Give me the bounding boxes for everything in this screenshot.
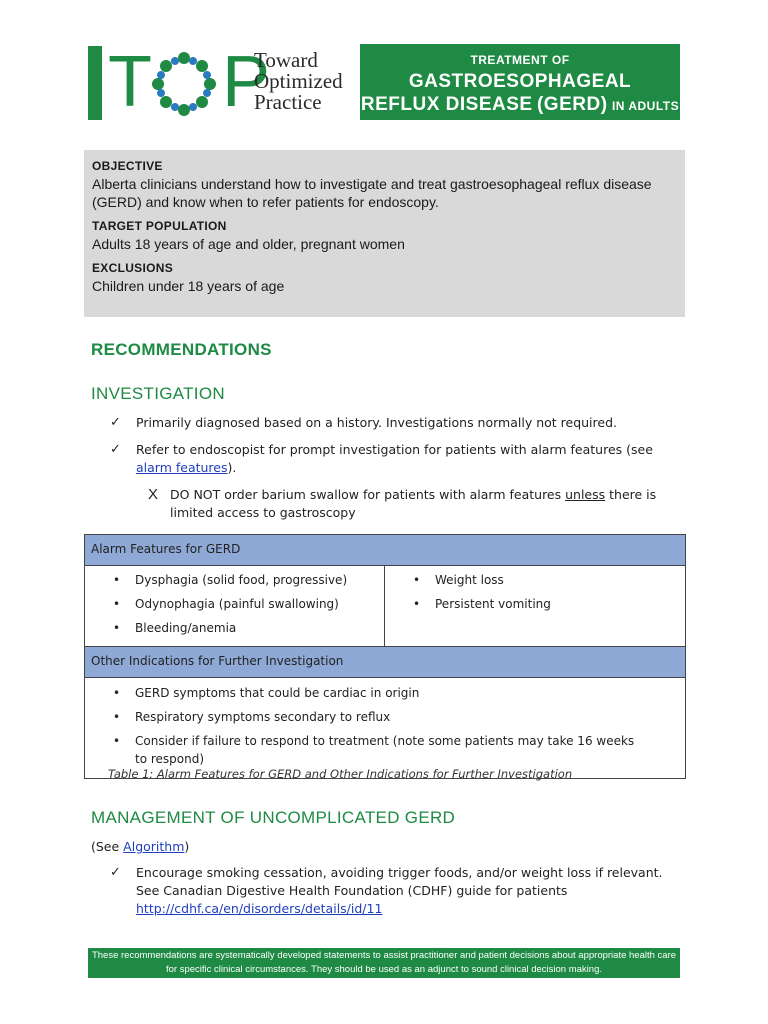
table-header-other: Other Indications for Further Investigation	[85, 647, 685, 678]
recommendations-heading: RECOMMENDATIONS	[91, 340, 272, 359]
algorithm-link[interactable]: Algorithm	[123, 839, 185, 854]
objective-box	[84, 150, 685, 317]
table-header-alarm: Alarm Features for GERD	[85, 535, 685, 566]
title-subtitle: Clinical Practice Guideline | January 2009	[388, 123, 652, 138]
guideline-title-box	[360, 44, 680, 138]
top-logo	[88, 44, 350, 120]
exclusions-text: Children under 18 years of age	[92, 278, 285, 294]
logo-line-2: Optimized	[254, 69, 343, 93]
title-main-2a: REFLUX DISEASE	[360, 94, 533, 115]
title-main-2b: (GERD)	[536, 94, 608, 115]
population-text: Adults 18 years of age and older, pregnant women	[92, 236, 405, 252]
list-item-text-end: ).	[227, 460, 237, 475]
management-list	[110, 864, 670, 927]
management-heading: MANAGEMENT OF UNCOMPLICATED GERD	[91, 808, 456, 827]
table-row	[85, 678, 685, 778]
x-item-text	[148, 486, 688, 522]
alarm-right-column	[385, 566, 685, 646]
x-item-underlined: unless	[565, 487, 606, 502]
people-ring-icon	[150, 50, 218, 118]
x-item	[148, 486, 688, 522]
cdhf-link[interactable]: http://cdhf.ca/en/disorders/details/id/11	[136, 901, 383, 916]
list-item	[110, 864, 670, 918]
list-item	[110, 414, 670, 432]
checkmark-icon: ✓	[110, 442, 121, 457]
population-heading: TARGET POPULATION	[92, 219, 227, 233]
objective-heading: OBJECTIVE	[92, 159, 163, 173]
title-main-1: GASTROESOPHAGEAL	[408, 71, 632, 92]
exclusions-heading: EXCLUSIONS	[92, 261, 174, 275]
alarm-left-column	[85, 566, 385, 646]
logo-wordmark	[254, 50, 343, 113]
footer-disclaimer: These recommendations are systematically developed statements to assist practitioner and patient decisions about appropriate health care for specific clinical circumstances. They should be used as an adjunct to sound clinical decision making.	[88, 948, 680, 978]
list-item	[110, 441, 670, 477]
see-after: )	[184, 839, 190, 854]
logo-letter-p: P	[222, 42, 271, 122]
logo-line-1: Toward	[254, 48, 318, 72]
objective-text: Alberta clinicians understand how to investigate and treat gastroesophageal reflux disease (GERD) and know when to refer patients for endoscopy.	[92, 176, 652, 210]
list-item-text: Refer to endoscopist for prompt investigation for patients with alarm features (see	[136, 442, 653, 457]
table-bullet-item: • Consider if failure to respond to treatment (note some patients may take 16 weeks to respond)	[85, 732, 685, 768]
table-bullet-item: • Odynophagia (painful swallowing)	[85, 595, 384, 613]
x-item-text-before: DO NOT order barium swallow for patients with alarm features	[170, 487, 566, 502]
title-line-1	[360, 48, 680, 93]
table-bullet-item: • Dysphagia (solid food, progressive)	[85, 571, 384, 589]
alarm-features-table	[84, 534, 686, 779]
table-bullet-item: • GERD symptoms that could be cardiac in origin	[85, 684, 685, 702]
logo-bar	[88, 46, 102, 120]
logo-letter-t: T	[108, 42, 152, 122]
alarm-features-link[interactable]: alarm features	[136, 460, 228, 475]
table-bullet-item: • Respiratory symptoms secondary to reflux	[85, 708, 685, 726]
title-line-2	[360, 93, 680, 118]
table-bullet-item: • Bleeding/anemia	[85, 619, 384, 637]
logo-line-3: Practice	[254, 90, 322, 114]
x-mark-icon: X	[148, 486, 159, 503]
list-item-text: Encourage smoking cessation, avoiding trigger foods, and/or weight loss if relevant. See Canadian Digestive Health Foundation (CDHF) guide for patients	[136, 865, 663, 898]
table-bullet-item: • Weight loss	[385, 571, 685, 589]
x-item-text-after: there is limited access to gastroscopy	[170, 487, 657, 520]
table-row	[85, 566, 685, 647]
list-item-text: Primarily diagnosed based on a history. Investigations normally not required.	[136, 415, 617, 430]
title-pre: TREATMENT OF	[470, 53, 570, 67]
table-caption: Table 1: Alarm Features for GERD and Other Indications for Further Investigation	[108, 767, 573, 781]
table-bullet-item: • Persistent vomiting	[385, 595, 685, 613]
checkmark-icon: ✓	[110, 865, 121, 880]
see-before: (See	[91, 839, 124, 854]
investigation-heading: INVESTIGATION	[91, 384, 225, 403]
see-algorithm	[91, 839, 189, 854]
title-post: IN ADULTS	[611, 99, 680, 113]
checkmark-icon: ✓	[110, 415, 121, 430]
investigation-list	[110, 414, 670, 486]
